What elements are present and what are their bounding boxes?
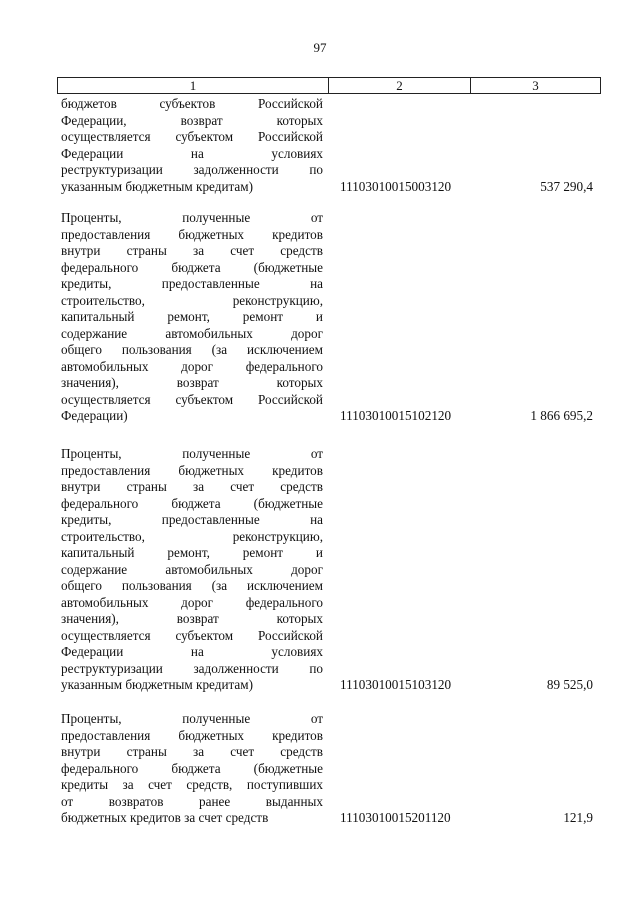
description-line: внутри страны за счет средств (61, 243, 323, 258)
description-line: строительство, реконструкцию, (61, 528, 323, 544)
page-number: 97 (313, 40, 327, 55)
description-line: указанным бюджетным кредитам) (61, 178, 254, 194)
description-line: значения), возврат которых (61, 375, 323, 390)
description-line: Федерации на условиях (61, 145, 323, 161)
description-line: кредиты, предоставленные на (61, 276, 323, 291)
description-line: реструктуризации задолженности по (61, 660, 323, 676)
description-line: Федерации, возврат которых (61, 112, 323, 128)
description-line: осуществляется субъектом Российской (61, 391, 323, 407)
description-line: кредиты за счет средств, поступивших (61, 777, 323, 792)
description-line: федерального бюджета (бюджетные (61, 495, 323, 511)
description-line: предоставления бюджетных кредитов (61, 462, 323, 478)
description-line: предоставления бюджетных кредитов (61, 226, 323, 242)
description-line: Проценты, полученные от (61, 711, 323, 726)
description-line: реструктуризации задолженности по (61, 162, 323, 177)
description-line: осуществляется субъектом Российской (61, 627, 323, 643)
description-line: общего пользования (за исключением (61, 578, 323, 593)
description-line: от возвратов ранее выданных (61, 793, 323, 809)
column-header-1: 1 (58, 78, 329, 93)
description-line: содержание автомобильных дорог (61, 561, 323, 577)
description-line: строительство, реконструкцию, (61, 292, 323, 308)
row-amount: 89 525,0 (546, 677, 593, 692)
description-line: содержание автомобильных дорог (61, 325, 323, 341)
row-description (61, 446, 323, 694)
description-line: Федерации на условиях (61, 644, 323, 659)
description-line: внутри страны за счет средств (61, 744, 323, 759)
row-code: 11103010015102120 (340, 408, 452, 423)
description-line: автомобильных дорог федерального (61, 594, 323, 610)
description-line: кредиты, предоставленные на (61, 512, 323, 527)
description-line: федерального бюджета (бюджетные (61, 259, 323, 275)
column-header-2: 2 (329, 78, 471, 93)
row-amount: 121,9 (563, 810, 593, 825)
table-header (57, 77, 601, 94)
row-code: 11103010015003120 (340, 178, 452, 194)
description-line: указанным бюджетным кредитам) (61, 677, 254, 692)
description-line: автомобильных дорог федерального (61, 358, 323, 374)
description-line: бюджетов субъектов Российской (61, 96, 323, 111)
description-line: капитальный ремонт, ремонт и (61, 309, 323, 324)
row-code: 11103010015201120 (340, 810, 451, 825)
row-description (61, 210, 323, 425)
description-line: общего пользования (за исключением (61, 342, 323, 357)
description-line: осуществляется субъектом Российской (61, 129, 323, 144)
description-line: бюджетных кредитов за счет средств (61, 810, 269, 825)
description-line: федерального бюджета (бюджетные (61, 760, 323, 776)
row-code: 11103010015103120 (340, 677, 452, 692)
description-line: Проценты, полученные от (61, 446, 323, 461)
row-amount: 537 290,4 (540, 178, 593, 194)
row-description (61, 711, 323, 827)
description-line: предоставления бюджетных кредитов (61, 727, 323, 743)
row-amount: 1 866 695,2 (530, 408, 593, 423)
description-line: внутри страны за счет средств (61, 479, 323, 494)
description-line: капитальный ремонт, ремонт и (61, 545, 323, 560)
description-line: Федерации) (61, 408, 128, 423)
column-header-3: 3 (532, 78, 539, 93)
description-line: значения), возврат которых (61, 611, 323, 626)
description-line: Проценты, полученные от (61, 210, 323, 225)
row-description (61, 96, 323, 195)
